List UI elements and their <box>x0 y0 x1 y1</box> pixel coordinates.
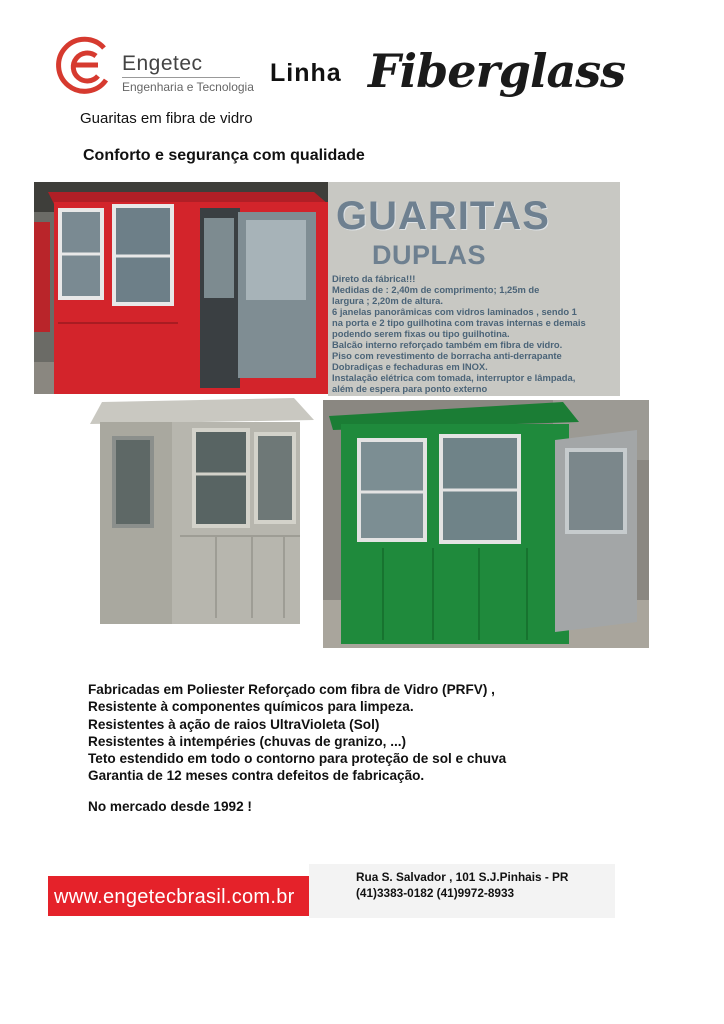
promo-line: podendo serem fixas ou tipo guilhotina. <box>332 328 510 339</box>
brand-divider <box>122 77 240 78</box>
line-word: Linha <box>270 59 342 87</box>
address-text: Rua S. Salvador , 101 S.J.Pinhais - PR <box>356 870 569 884</box>
features-list <box>88 681 506 785</box>
promo-line: Dobradiças e fechaduras em INOX. <box>332 361 488 372</box>
promo-line: além de espera para ponto externo <box>332 383 488 394</box>
brand-name: Engetec <box>122 52 203 75</box>
promo-description <box>332 273 616 394</box>
promo-line: Instalação elétrica com tomada, interruptor e lâmpada, <box>332 372 576 383</box>
website-link[interactable]: www.engetecbrasil.com.br <box>54 886 295 908</box>
line-name: Fiberglass <box>368 44 626 98</box>
phone-text: (41)3383-0182 (41)9972-8933 <box>356 886 515 900</box>
page-slogan: Conforto e segurança com qualidade <box>83 147 365 164</box>
promo-line: Direto da fábrica!!! <box>332 273 416 284</box>
feature-line: Resistente à componentes químicos para limpeza. <box>88 699 414 715</box>
feature-line: Fabricadas em Poliester Reforçado com fibra de Vidro (PRFV) , <box>88 682 495 697</box>
since-statement: No mercado desde 1992 ! <box>88 799 252 814</box>
promo-line: 6 janelas panorâmicas com vidros laminados , sendo 1 <box>332 306 577 317</box>
feature-line: Resistentes à intempéries (chuvas de granizo, ...) <box>88 733 407 749</box>
gray-booth-photo <box>88 396 314 628</box>
green-booth-photo <box>323 400 649 648</box>
engetec-logo-icon <box>52 34 114 96</box>
promo-line: Medidas de : 2,40m de comprimento; 1,25m de <box>332 284 540 295</box>
promo-subtitle: DUPLAS <box>372 240 487 270</box>
promo-panel <box>328 182 620 396</box>
feature-line: Garantia de 12 meses contra defeitos de fabricação. <box>88 768 425 784</box>
feature-line: Resistentes à ação de raios UltraVioleta (Sol) <box>88 716 380 732</box>
promo-line: Piso com revestimento de borracha anti-derrapante <box>332 350 562 361</box>
brand-tagline: Engenharia e Tecnologia <box>122 80 254 94</box>
contact-info <box>356 869 568 901</box>
feature-line: Teto estendido em todo o contorno para proteção de sol e chuva <box>88 751 507 767</box>
promo-line: Balcão interno reforçado também em fibra de vidro. <box>332 339 563 350</box>
promo-title: GUARITAS <box>336 194 550 238</box>
red-booth-photo <box>34 182 328 394</box>
promo-line: largura ; 2,20m de altura. <box>332 295 443 306</box>
promo-line: na porta e 2 tipo guilhotina com travas internas e demais <box>332 317 586 328</box>
page-subtitle: Guaritas em fibra de vidro <box>80 110 253 127</box>
